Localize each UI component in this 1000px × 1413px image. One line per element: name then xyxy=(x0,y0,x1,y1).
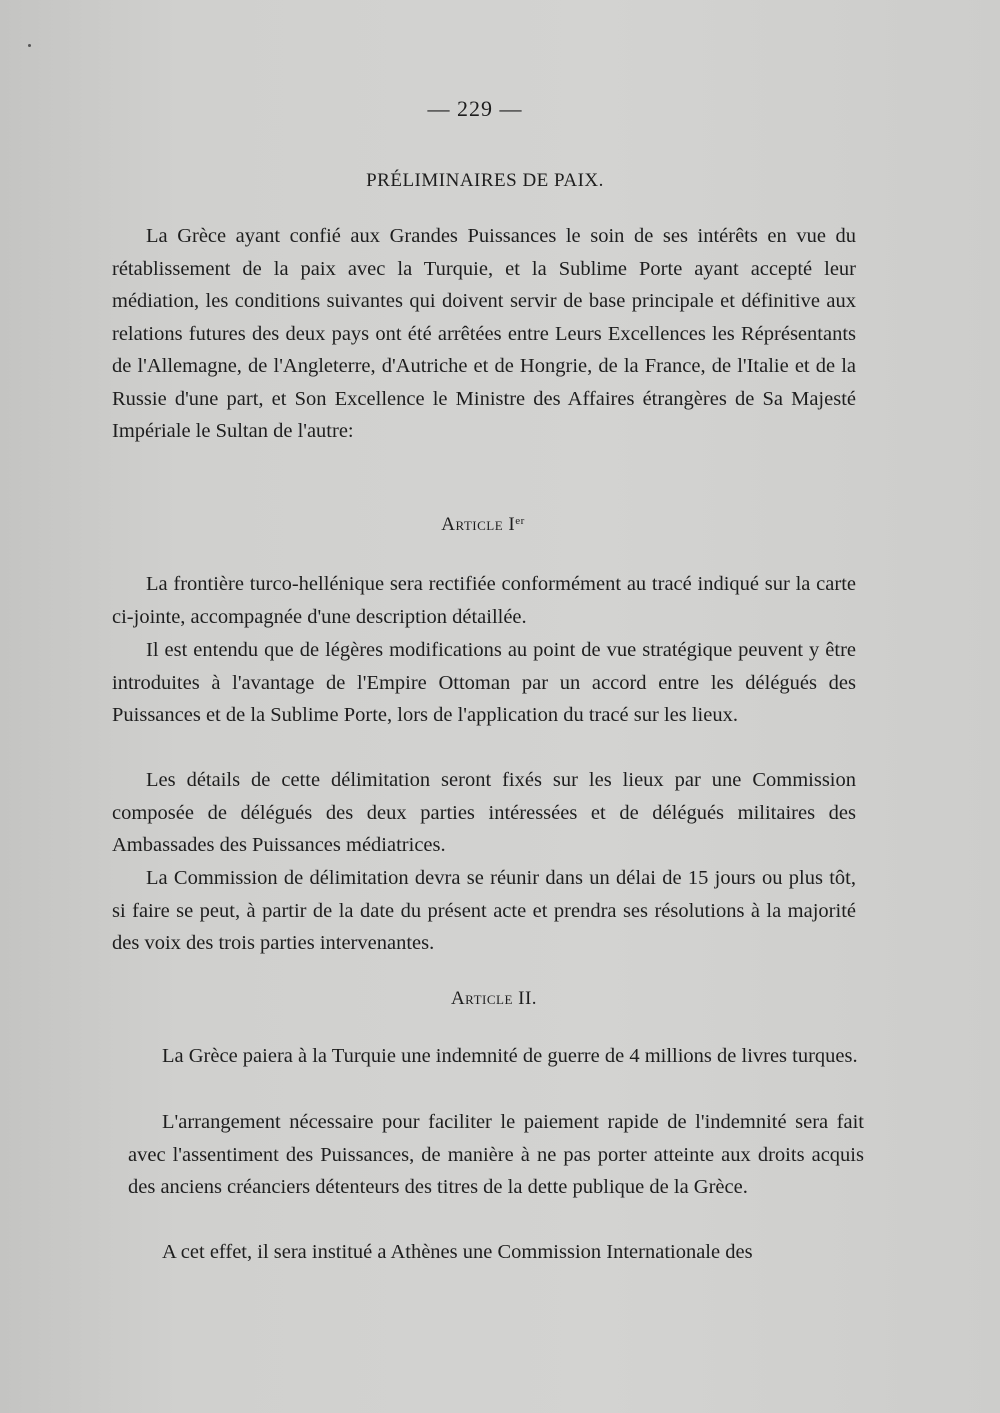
article-1-heading-sup: er xyxy=(515,515,525,527)
article-2-heading: Article II. xyxy=(450,988,538,1009)
article-1-paragraph: Il est entendu que de légères modifications au point de vue stratégique peuvent y être introduites à l'avantage de l'Empire Ottoman par un accord entre les délégués des Puissances et de la Sublime Porte, lors de l'application du tracé sur les lieux. xyxy=(112,639,856,726)
page-number: — 229 — xyxy=(427,96,523,121)
article-1-paragraph: Les détails de cette délimitation seront fixés sur les lieux par une Commission composée de délégués des deux parties intéressées et de délégués militaires des Ambassades des Puissances médiatrices. xyxy=(112,769,856,856)
article-1-heading-text: Article I xyxy=(441,514,516,535)
article-1-paragraph: La frontière turco-hellénique sera rectifiée conformément au tracé indiqué sur la carte ci-jointe, accompagnée d'une description détaillée. xyxy=(112,573,856,628)
article-2-paragraph: A cet effet, il sera institué a Athènes une Commission Internationale des xyxy=(162,1241,753,1263)
article-2-paragraph: La Grèce paiera à la Turquie une indemnité de guerre de 4 millions de livres turques. xyxy=(162,1045,858,1067)
article-2-paragraph: L'arrangement nécessaire pour faciliter le paiement rapide de l'indemnité sera fait avec l'assentiment des Puissances, de manière à ne pas porter atteinte aux droits acquis des anciens créanciers détenteurs des titres de la dette publique de la Grèce. xyxy=(128,1111,864,1198)
article-1-heading xyxy=(0,514,966,536)
intro-paragraph: La Grèce ayant confié aux Grandes Puissances le soin de ses intérêts en vue du rétablissement de la paix avec la Turquie, et la Sublime Porte ayant accepté leur médiation, les conditions suivantes qui doivent servir de base principale et définitive aux relations futures des deux pays ont été arrêtées entre Leurs Excellences les Réprésentants de l'Allemagne, de l'Angleterre, d'Autriche et de Hongrie, de la France, de l'Italie et de la Russie d'une part, et Son Excellence le Ministre des Affaires étrangères de Sa Majesté Impériale le Sultan de l'autre: xyxy=(112,225,856,442)
document-title: PRÉLIMINAIRES DE PAIX. xyxy=(366,170,604,191)
scan-speck xyxy=(28,44,31,47)
article-1-paragraph: La Commission de délimitation devra se réunir dans un délai de 15 jours ou plus tôt, si faire se peut, à partir de la date du présent acte et prendra ses résolutions à la majorité des voix des trois parties intervenantes. xyxy=(112,867,856,954)
